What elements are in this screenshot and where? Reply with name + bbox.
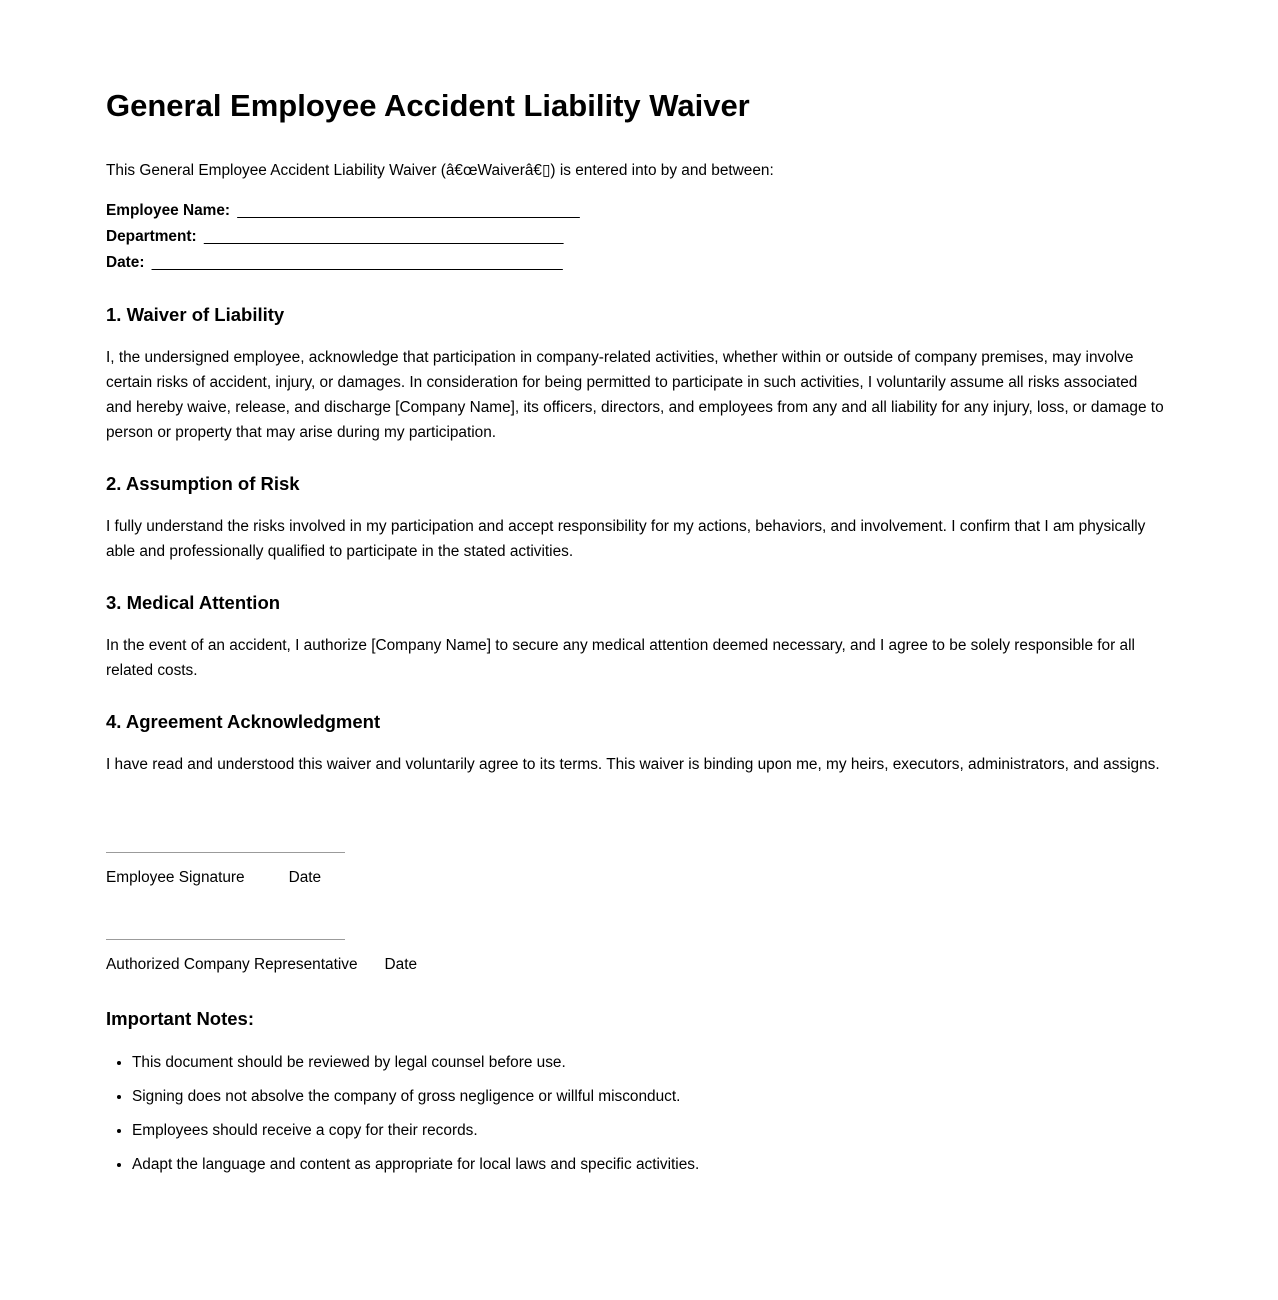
note-item-legal-counsel: • This document should be reviewed by legal counsel before use. bbox=[132, 1050, 1166, 1075]
company-representative-signature-rule bbox=[106, 939, 345, 940]
company-representative-signature-labels bbox=[106, 952, 1166, 977]
section-4-body: I have read and understood this waiver and voluntarily agree to its terms. This waiver is binding upon me, my heirs, executors, administrators, and assigns. bbox=[106, 756, 1160, 773]
section-4-heading: 4. Agreement Acknowledgment bbox=[106, 711, 381, 732]
date-label: Date: bbox=[106, 254, 145, 271]
company-representative-signature-label: Authorized Company Representative bbox=[106, 956, 358, 973]
note-item-gross-negligence: • Signing does not absolve the company of gross negligence or willful misconduct. bbox=[132, 1084, 1166, 1109]
document-title: General Employee Accident Liability Waiver bbox=[106, 88, 750, 123]
section-2-body: I fully understand the risks involved in my participation and accept responsibility for my actions, behaviors, and involvement. I confirm that I am physically able and professionally qualified to participate in the stated activities. bbox=[106, 518, 1146, 560]
employee-signature-label: Employee Signature bbox=[106, 869, 245, 886]
section-3-body: In the event of an accident, I authorize [Company Name] to secure any medical attention deemed necessary, and I agree to be solely responsible for all related costs. bbox=[106, 637, 1135, 679]
employee-name-blank-line: ________________________________________ bbox=[237, 202, 580, 219]
department-label: Department: bbox=[106, 228, 197, 245]
intro-paragraph: This General Employee Accident Liability Waiver (â€œWaiverâ€▯) is entered into by and between: bbox=[106, 162, 774, 179]
field-row-department bbox=[106, 224, 1166, 250]
note-item-employee-copy: • Employees should receive a copy for their records. bbox=[132, 1118, 1166, 1143]
employee-signature-date-label: Date bbox=[288, 869, 322, 886]
section-1-body: I, the undersigned employee, acknowledge that participation in company-related activities, whether within or outside of company premises, may involve certain risks of accident, injury, or damages. In consideration for being permitted to participate in such activities, I voluntarily assume all risks associated and hereby waive, release, and discharge [Company Name], its officers, directors, and employees from any and all liability for any injury, loss, or damage to person or property that may arise during my participation. bbox=[106, 349, 1164, 441]
section-1-heading: 1. Waiver of Liability bbox=[106, 304, 285, 325]
department-blank-line: __________________________________________ bbox=[203, 228, 564, 245]
field-row-date bbox=[106, 250, 1166, 276]
important-notes-heading: Important Notes: bbox=[106, 1008, 254, 1029]
waiver-document-page bbox=[106, 0, 1166, 1278]
company-representative-signature-block bbox=[106, 939, 1166, 977]
section-2-heading: 2. Assumption of Risk bbox=[106, 473, 300, 494]
note-item-adapt-language: • Adapt the language and content as appropriate for local laws and specific activities. bbox=[132, 1152, 1166, 1177]
important-notes-list bbox=[106, 1050, 1166, 1177]
fill-in-fields bbox=[106, 198, 1166, 276]
employee-signature-labels bbox=[106, 865, 1166, 890]
employee-signature-rule bbox=[106, 852, 345, 853]
company-representative-date-label: Date bbox=[384, 956, 418, 973]
section-3-heading: 3. Medical Attention bbox=[106, 592, 281, 613]
section-waiver-of-liability bbox=[106, 304, 1166, 445]
field-row-employee-name bbox=[106, 198, 1166, 224]
date-blank-line: ________________________________________________ bbox=[151, 254, 563, 271]
employee-signature-block bbox=[106, 852, 1166, 890]
section-assumption-of-risk bbox=[106, 473, 1166, 564]
employee-name-label: Employee Name: bbox=[106, 202, 231, 219]
section-agreement-acknowledgment bbox=[106, 711, 1166, 777]
section-medical-attention bbox=[106, 592, 1166, 683]
